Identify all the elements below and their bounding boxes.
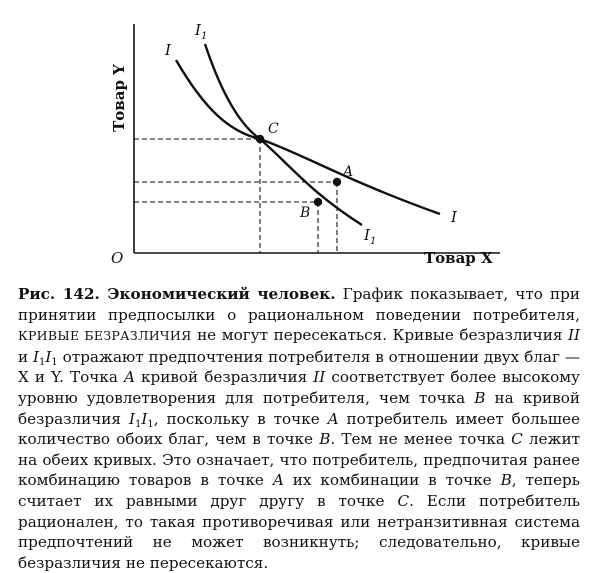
curve-I-label-top: I [165, 41, 171, 59]
origin-label: O [111, 249, 124, 267]
smallcaps-term: КРИВЫЕ БЕЗРАЗЛИЧИЯ [18, 328, 192, 344]
point-A-label: A [343, 164, 354, 180]
indifference-curve-I1 [205, 44, 362, 225]
caption-title: Рис. 142. Экономический человек. [18, 285, 336, 303]
figure-caption: Рис. 142. Экономический человек. График показывает, что при принятии предпосылки о рациональном поведении потребителя, КРИВЫЕ БЕЗРАЗЛИЧИЯ не могут пересекаться. Кривые безразличия II и $I_1I_1$ отражают предпочтения потребителя в отношении двух благ — X и Y. Точка A кривой безразличия II соответствует более высокому уровню удовлетворения для потребителя, чем точка B на кривой безразличия $I_1I_1$, поскольку в точке A потребитель имеет большее количество обоих благ, чем в точке B. Тем не менее точка C лежит на обеих кривых. Это означает, что потребитель, предпочитая ранее комбинацию товаров в точке A их комбинации в точке B, теперь считает их равными друг другу в точке C. Если потребитель рационален, то такая противоречивая или нетранзитивная система предпочтений не может возникнуть; следовательно, кривые безразличия не пересекаются. [18, 285, 581, 572]
point-B-label: B [300, 205, 311, 221]
point-A [333, 178, 341, 186]
y-axis-label: Товар Y [110, 64, 128, 132]
indifference-curve-I [176, 60, 440, 214]
curve-I1-label-top: $I_1$ [195, 21, 208, 42]
point-C-label: C [268, 121, 279, 137]
point-B [314, 198, 322, 206]
curve-I-label-bottom: I [451, 208, 457, 226]
curve-I1-label-bottom: $I_1$ [364, 226, 377, 247]
x-axis-label: Товар X [424, 249, 493, 267]
point-C [256, 135, 264, 143]
